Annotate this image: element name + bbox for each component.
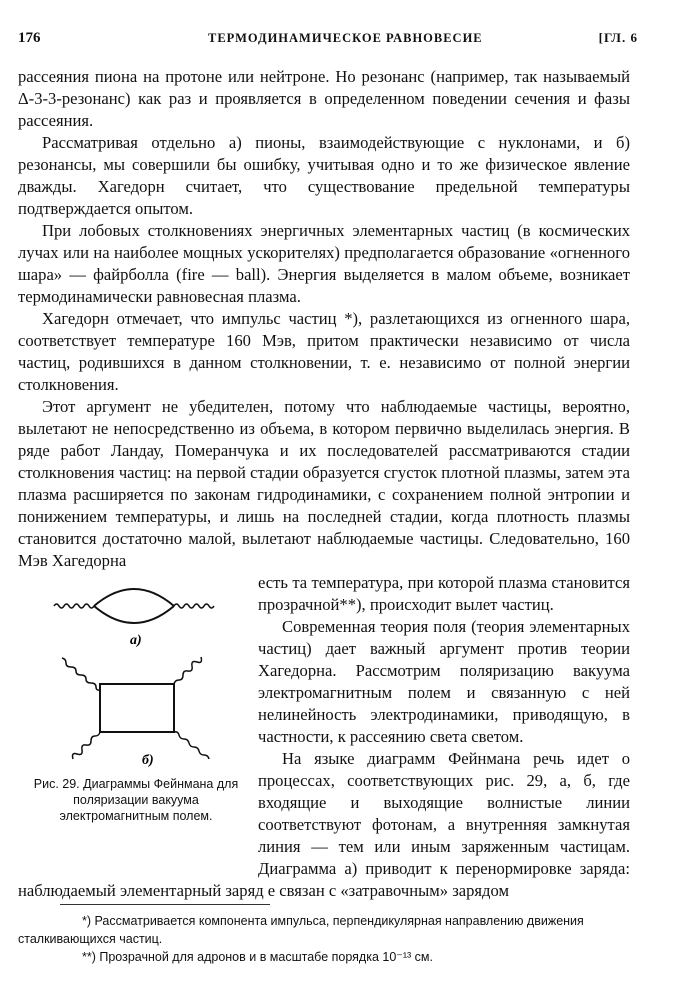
- loop-lower-a: [94, 606, 174, 623]
- footnotes: [18, 912, 630, 966]
- wrap-paragraph-3: На языке диаграмм Фейнмана речь идет о процессах, соответствующих рис. 29, а, б, где входящие и выходящие волнистые линии соответствуют фотонам, а внутренняя замкнутая линия — тем или иным заряженным частицам. Диаграмма а) приводит к перенормировке заряда: наблюдаемый элементарный заряд e связан с «затравочным» зарядом: [18, 749, 630, 900]
- incoming-photon-a: [54, 604, 94, 608]
- paragraph-2: Рассматривая отдельно а) пионы, взаимодействующие с нуклонами, и б) резонансы, мы совершили бы ошибку, учитывая одно и то же физическое явление дважды. Хагедорн считает, что существование предельной температуры подтверждается опытом.: [18, 133, 630, 218]
- footnote-rule: [60, 904, 270, 905]
- outgoing-photon-a: [174, 604, 214, 608]
- photon-top-left-b: [62, 658, 101, 690]
- main-text: [18, 66, 630, 902]
- paragraph-3: При лобовых столкновениях энергичных элементарных частиц (в космических лучах или на наиболее мощных ускорителях) предполагается образование «огненного шара» — файрболла (fire — ball). Энергия выделяется в малом объеме, возникает термодинамически равновесная плазма.: [18, 221, 630, 306]
- page-header: [18, 30, 638, 50]
- label-b: б): [142, 753, 154, 768]
- footnote-2: **) Прозрачной для адронов и в масштабе порядка 10⁻¹³ см.: [82, 950, 433, 964]
- feynman-figure: [18, 576, 250, 864]
- label-a: а): [130, 633, 142, 648]
- chapter-label: [ГЛ. 6: [598, 30, 638, 45]
- wrap-paragraph-1: есть та температура, при которой плазма становится прозрачной**), происходит вылет частиц.: [258, 573, 630, 614]
- photon-top-right-b: [174, 657, 202, 684]
- photon-bottom-right-b: [174, 732, 209, 759]
- loop-upper-a: [94, 589, 174, 606]
- paragraph-4: Хагедорн отмечает, что импульс частиц *), разлетающихся из огненного шара, соответствует температуре 160 Мэв, притом практически независимо от числа частиц, родившихся в данном столкновении, т. е. независимо от полной энергии столкновения.: [18, 309, 630, 394]
- running-title: ТЕРМОДИНАМИЧЕСКОЕ РАВНОВЕСИЕ: [208, 31, 483, 45]
- footnote-1: *) Рассматривается компонента импульса, перпендикулярная направлению движения сталкивающихся частиц.: [18, 914, 584, 946]
- paragraph-1: рассеяния пиона на протоне или нейтроне. Но резонанс (например, так называемый Δ-3-3-резонанс) как раз и проявляется в определенном поведении сечения и фазы рассеяния.: [18, 67, 630, 130]
- feynman-diagrams: [18, 576, 250, 776]
- paragraph-5: Этот аргумент не убедителен, потому что наблюдаемые частицы, вероятно, вылетают не непосредственно из объема, в котором первично выделилась энергия. В ряде работ Ландау, Померанчука и их последователей рассматриваются стадии столкновения частиц: на первой стадии образуется сгусток плотной плазмы, затем эта плазма расширяется по законам гидродинамики, с сохранением полной энтропии и понижением температуры, и лишь на последней стадии, когда плотность плазмы становится достаточно малой, вылетают наблюдаемые частицы. Следовательно, 160 Мэв Хагедорна: [18, 397, 630, 570]
- page-number: 176: [18, 30, 41, 46]
- photon-bottom-left-b: [73, 732, 101, 759]
- loop-box-b: [100, 684, 174, 732]
- figure-caption: Рис. 29. Диаграммы Фейнмана для поляризации вакуума электромагнитным полем.: [33, 777, 239, 823]
- wrap-paragraph-2: Современная теория поля (теория элементарных частиц) дает важный аргумент против теории Хагедорна. Рассмотрим поляризацию вакуума электромагнитным полем и связанную с ней нелинейность электродинамики, приводящую, в частности, к рассеянию света светом.: [258, 617, 630, 746]
